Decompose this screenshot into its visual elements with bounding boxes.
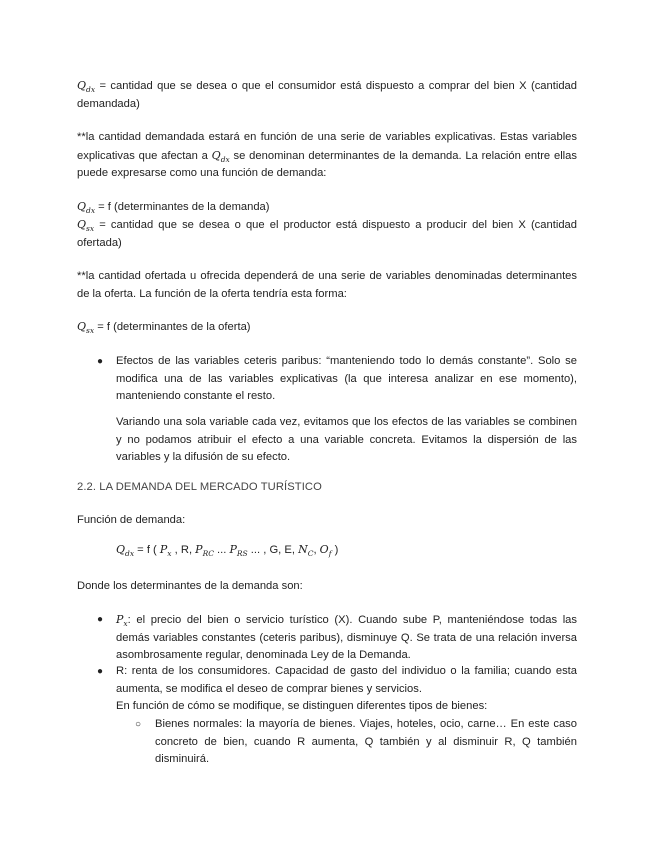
goods-types-intro: En función de cómo se modifique, se distinguen diferentes tipos de bienes: <box>116 700 488 712</box>
bullet-icon: ● <box>97 614 104 625</box>
income-determinant-item: R: renta de los consumidores. Capacidad de gasto del individuo o la familia; cuando esta aumenta, se modifica el deseo de comprar bienes y servicios. <box>116 665 577 695</box>
qsx-function: $Q_{sx} = f$ (determinantes de la oferta) <box>77 320 251 335</box>
qdx-definition: $Q_{dx}$ = cantidad que se desea o que el consumidor está dispuesto a comprar del bien X (cantidad demandada) <box>77 79 577 110</box>
qsx-symbol: $Q_{sx}$ <box>77 320 95 335</box>
normal-goods-item: Bienes normales: la mayoría de bienes. Viajes, hoteles, ocio, carne… En este caso concreto de bien, cuando R aumenta, Q también y al disminuir R, Q también disminuirá. <box>155 718 577 765</box>
ceteris-paribus-detail: Variando una sola variable cada vez, evitamos que los efectos de las variables se combinen y no podamos atribuir el efecto a una variable concreta. Evitamos la dispersión de las variables y la difusión de su efecto. <box>116 416 577 463</box>
supply-explanation: **la cantidad ofertada u ofrecida dependerá de una serie de variables denominadas determinantes de la oferta. La función de la oferta tendría esta forma: <box>77 270 577 300</box>
qsx-definition: $Q_{sx}$ = cantidad que se desea o que el productor está dispuesto a producir del bien X (cantidad ofertada) <box>77 218 577 249</box>
ceteris-paribus-item: Efectos de las variables ceteris paribus: “manteniendo todo lo demás constante”. Solo se modifica una de las variables explicativas (la que interesa analizar en ese momento), manteniendo constante el resto. <box>116 355 577 402</box>
determinants-intro: Donde los determinantes de la demanda son: <box>77 580 303 592</box>
qdx-symbol: $Q_{dx}$ <box>77 79 96 94</box>
bullet-icon: ● <box>97 666 104 677</box>
px-symbol: $P_x$ <box>116 613 128 628</box>
section-heading: 2.2. LA DEMANDA DEL MERCADO TURÍSTICO <box>77 481 322 493</box>
function-label: Función de demanda: <box>77 514 186 526</box>
qdx-symbol: $Q_{dx}$ <box>211 148 230 164</box>
bullet-icon: ● <box>97 356 104 367</box>
qdx-function: $Q_{dx} = f$ (determinantes de la demanda) <box>77 200 270 215</box>
qsx-symbol: $Q_{sx}$ <box>77 218 95 233</box>
price-determinant-item: $P_x$: el precio del bien o servicio turístico (X). Cuando sube P, manteniéndose todas las demás variables constantes (ceteris paribus), disminuye Q. Se trata de una relación inversa asombrosamente regular, denominada Ley de la Demanda. <box>116 613 577 661</box>
circle-bullet-icon: ○ <box>135 719 142 730</box>
qdx-symbol: $Q_{dx}$ <box>77 200 96 215</box>
demand-explanation: **la cantidad demandada estará en función de una serie de variables explicativas. Estas variables explicativas que afectan a $Q_{dx}$ se denominan determinantes de la demanda. La relación entre ellas puede expresarse como una función de demanda: <box>77 131 577 179</box>
demand-formula: $Q_{dx} = f$ ( $P_x$ , R, $P_{RC}$ ... $P_{RS}$ ... , G, E, $N_C$, $O_f$ ) <box>116 543 339 558</box>
